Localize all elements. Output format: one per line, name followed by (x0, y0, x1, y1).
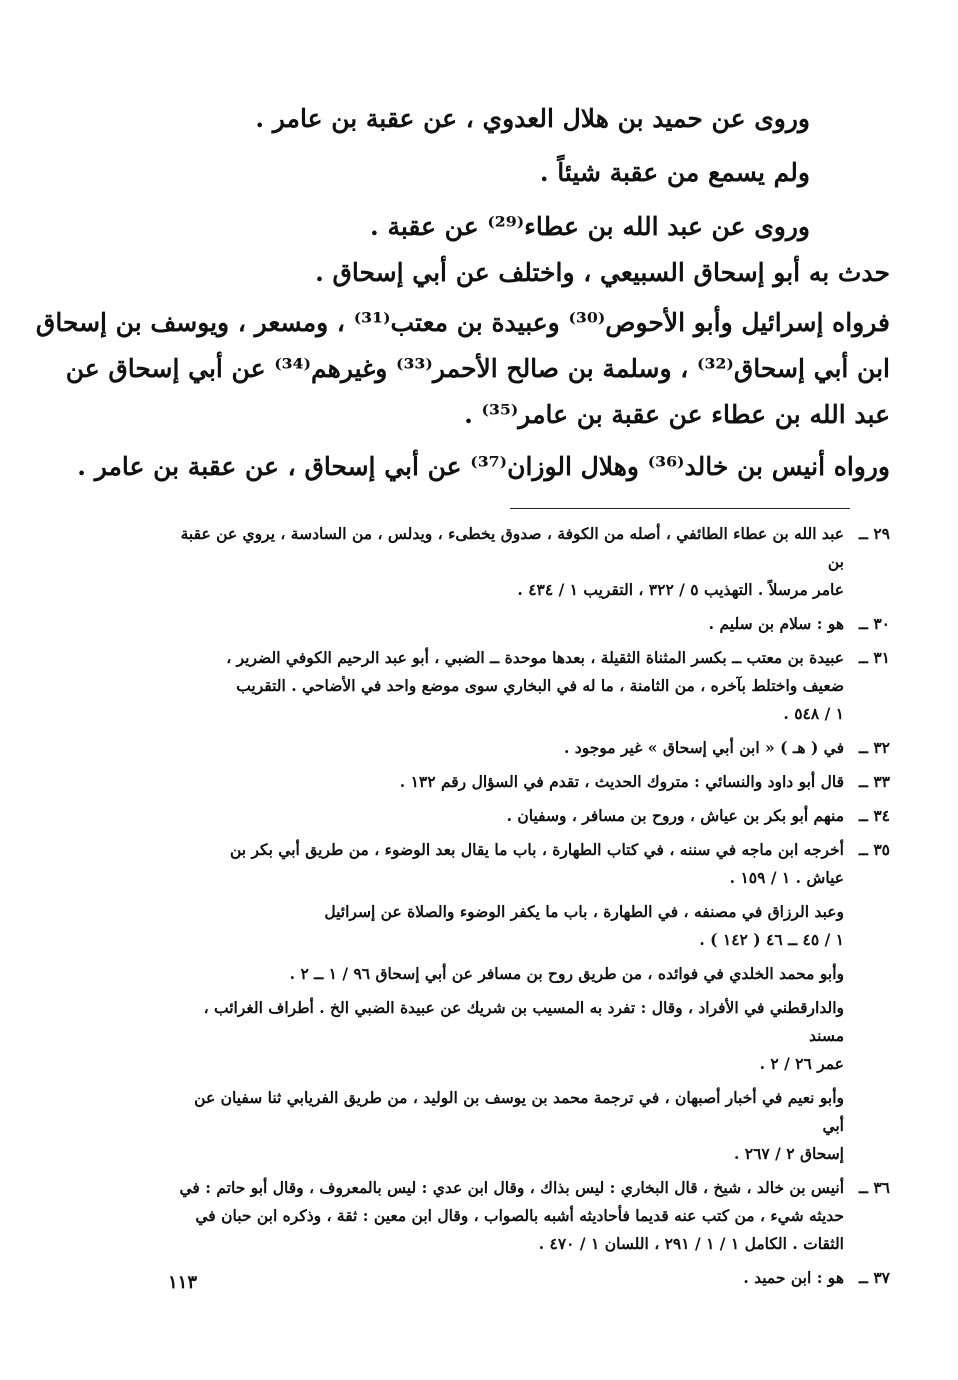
footnote-text: أخرجه ابن ماجه في سننه ، في كتاب الطهارة ، باب ما يقال بعد الوضوء ، من طريق أبي بكر بن (229, 840, 844, 859)
footnote-sub-line: وعبد الرزاق في مصنفه ، في الطهارة ، باب ما يكفر الوضوء والصلاة عن إسرائيل (324, 902, 844, 921)
footnote-divider (510, 508, 850, 509)
footnotes (170, 520, 890, 1298)
footnote-sub-line: إسحاق ٢ / ٢٦٧ . (733, 1144, 844, 1163)
footnote-sub-line: ١ / ٤٥ ــ ٤٦ ( ١٤٢ ) . (699, 930, 844, 949)
footnote-number: ٣٠ ــ (858, 614, 890, 633)
footnote-text: منهم أبو بكر بن عياش ، وروح بن مسافر ، وسفيان . (506, 806, 844, 825)
main-line: ورواه أنيس بن خالد⁽³⁶⁾ وهلال الوزان⁽³⁷⁾ عن أبي إسحاق ، عن عقبة بن عامر . (77, 452, 890, 481)
footnote-text: هو : سلام بن سليم . (708, 614, 844, 633)
footnote-line (170, 802, 890, 830)
main-text (35, 96, 890, 490)
main-line: ابن أبي إسحاق⁽³²⁾ ، وسلمة بن صالح الأحمر⁽³³⁾ وغيرهم⁽³⁴⁾ عن أبي إسحاق عن (65, 354, 890, 383)
main-line: فرواه إسرائيل وأبو الأحوص⁽³⁰⁾ وعبيدة بن معتب⁽³¹⁾ ، ومسعر ، ويوسف بن إسحاق (35, 308, 890, 337)
footnote-text: أنيس بن خالد ، شيخ ، قال البخاري : ليس بذاك ، وقال ابن عدي : ليس بالمعروف ، وقال أبو حاتم : في (179, 1178, 844, 1197)
footnote-line (170, 768, 890, 796)
footnote (170, 644, 890, 728)
footnote-line (170, 734, 890, 762)
footnote-text: ١ / ٥٤٨ . (783, 704, 844, 723)
footnote-text: عبيدة بن معتب ــ بكسر المثناة الثقيلة ، بعدها موحدة ــ الضبي ، أبو عبد الرحيم الكوفي الضرير ، (226, 648, 844, 667)
main-line: وروى عن حميد بن هلال العدوي ، عن عقبة بن عامر . (255, 104, 810, 133)
main-line: ولم يسمع من عقبة شيئاً . (539, 158, 810, 187)
footnote-line (170, 1202, 890, 1230)
footnote-number: ٣٦ ــ (858, 1178, 890, 1197)
footnote-number (844, 672, 890, 700)
footnote (170, 520, 890, 604)
footnote-line (170, 1174, 890, 1202)
footnote (170, 1264, 890, 1292)
footnote-number: ٣٤ ــ (858, 806, 890, 825)
footnote-number: ٣٢ ــ (858, 738, 890, 757)
footnote-line (170, 644, 890, 672)
footnote-number (844, 700, 890, 728)
footnote-text: عياش . ١ / ١٥٩ . (729, 868, 844, 887)
footnote-line (170, 1264, 890, 1292)
footnote-sub-line: عمر ٢٦ / ٢ . (759, 1054, 844, 1073)
footnote (170, 610, 890, 638)
footnote-line (170, 700, 890, 728)
footnote-line (170, 864, 890, 892)
footnote-line (170, 1230, 890, 1258)
footnote-number (844, 1230, 890, 1258)
footnote-line (170, 836, 890, 864)
footnote-number: ٣٥ ــ (858, 840, 890, 859)
footnote-text: ضعيف واختلط بآخره ، من الثامنة ، ما له في البخاري سوى موضع واحد في الأضاحي . التقريب (236, 676, 844, 695)
page-number: ١١٣ (168, 1272, 198, 1293)
footnote-number: ٣١ ــ (858, 648, 890, 667)
footnote-text: الثقات . الكامل ١ / ١ / ٢٩١ ، اللسان ١ / ٤٧٠ . (538, 1234, 844, 1253)
footnote-number: ٢٩ ــ (858, 524, 890, 543)
footnote-text: عامر مرسلاً . التهذيب ٥ / ٣٢٢ ، التقريب ١ / ٤٣٤ . (517, 580, 844, 599)
footnote-text: هو : ابن حميد . (743, 1268, 844, 1287)
footnote-line (170, 576, 890, 604)
footnote (170, 734, 890, 762)
footnote-sub-line: وأبو نعيم في أخبار أصبهان ، في ترجمة محمد بن يوسف بن الوليد ، من طريق الفريابي ثنا سفيان عن أبي (194, 1088, 844, 1135)
footnote-number (844, 864, 890, 892)
main-line: عبد الله بن عطاء عن عقبة بن عامر⁽³⁵⁾ . (464, 400, 890, 429)
footnote-number: ٣٣ ــ (858, 772, 890, 791)
footnote-text: عبد الله بن عطاء الطائفي ، أصله من الكوفة ، صدوق يخطىء ، ويدلس ، من السادسة ، يروي عن عقبة بن (180, 524, 844, 571)
footnote-text: قال أبو داود والنسائي : متروك الحديث ، تقدم في السؤال رقم ١٣٢ . (399, 772, 844, 791)
footnote-text: حديثه شيء ، من كتب عنه قديما فأحاديثه أشبه بالصواب ، وقال ابن معين : ثقة ، وذكره ابن حبان في (195, 1206, 844, 1225)
footnote (170, 802, 890, 830)
footnote-line (170, 672, 890, 700)
footnote-sub-line: وأبو محمد الخلدي في فوائده ، من طريق روح بن مسافر عن أبي إسحاق ٩٦ / ١ ــ ٢ . (289, 964, 844, 983)
footnote-number (844, 576, 890, 604)
footnote-line (170, 610, 890, 638)
main-line: حدث به أبو إسحاق السبيعي ، واختلف عن أبي إسحاق . (315, 258, 890, 287)
footnote (170, 836, 890, 1168)
footnote-number (844, 1202, 890, 1230)
footnote (170, 1174, 890, 1258)
footnote (170, 768, 890, 796)
footnote-sub-line: والدارقطني في الأفراد ، وقال : تفرد به المسيب بن شريك عن عبيدة الضبي الخ . أطراف الغرائب ، مسند (203, 998, 844, 1045)
footnote-line (170, 520, 890, 576)
main-line: وروى عن عبد الله بن عطاء⁽²⁹⁾ عن عقبة . (370, 212, 810, 241)
footnote-text: في ( هـ ) « ابن أبي إسحاق » غير موجود . (564, 738, 844, 757)
footnote-number: ٣٧ ــ (858, 1268, 890, 1287)
